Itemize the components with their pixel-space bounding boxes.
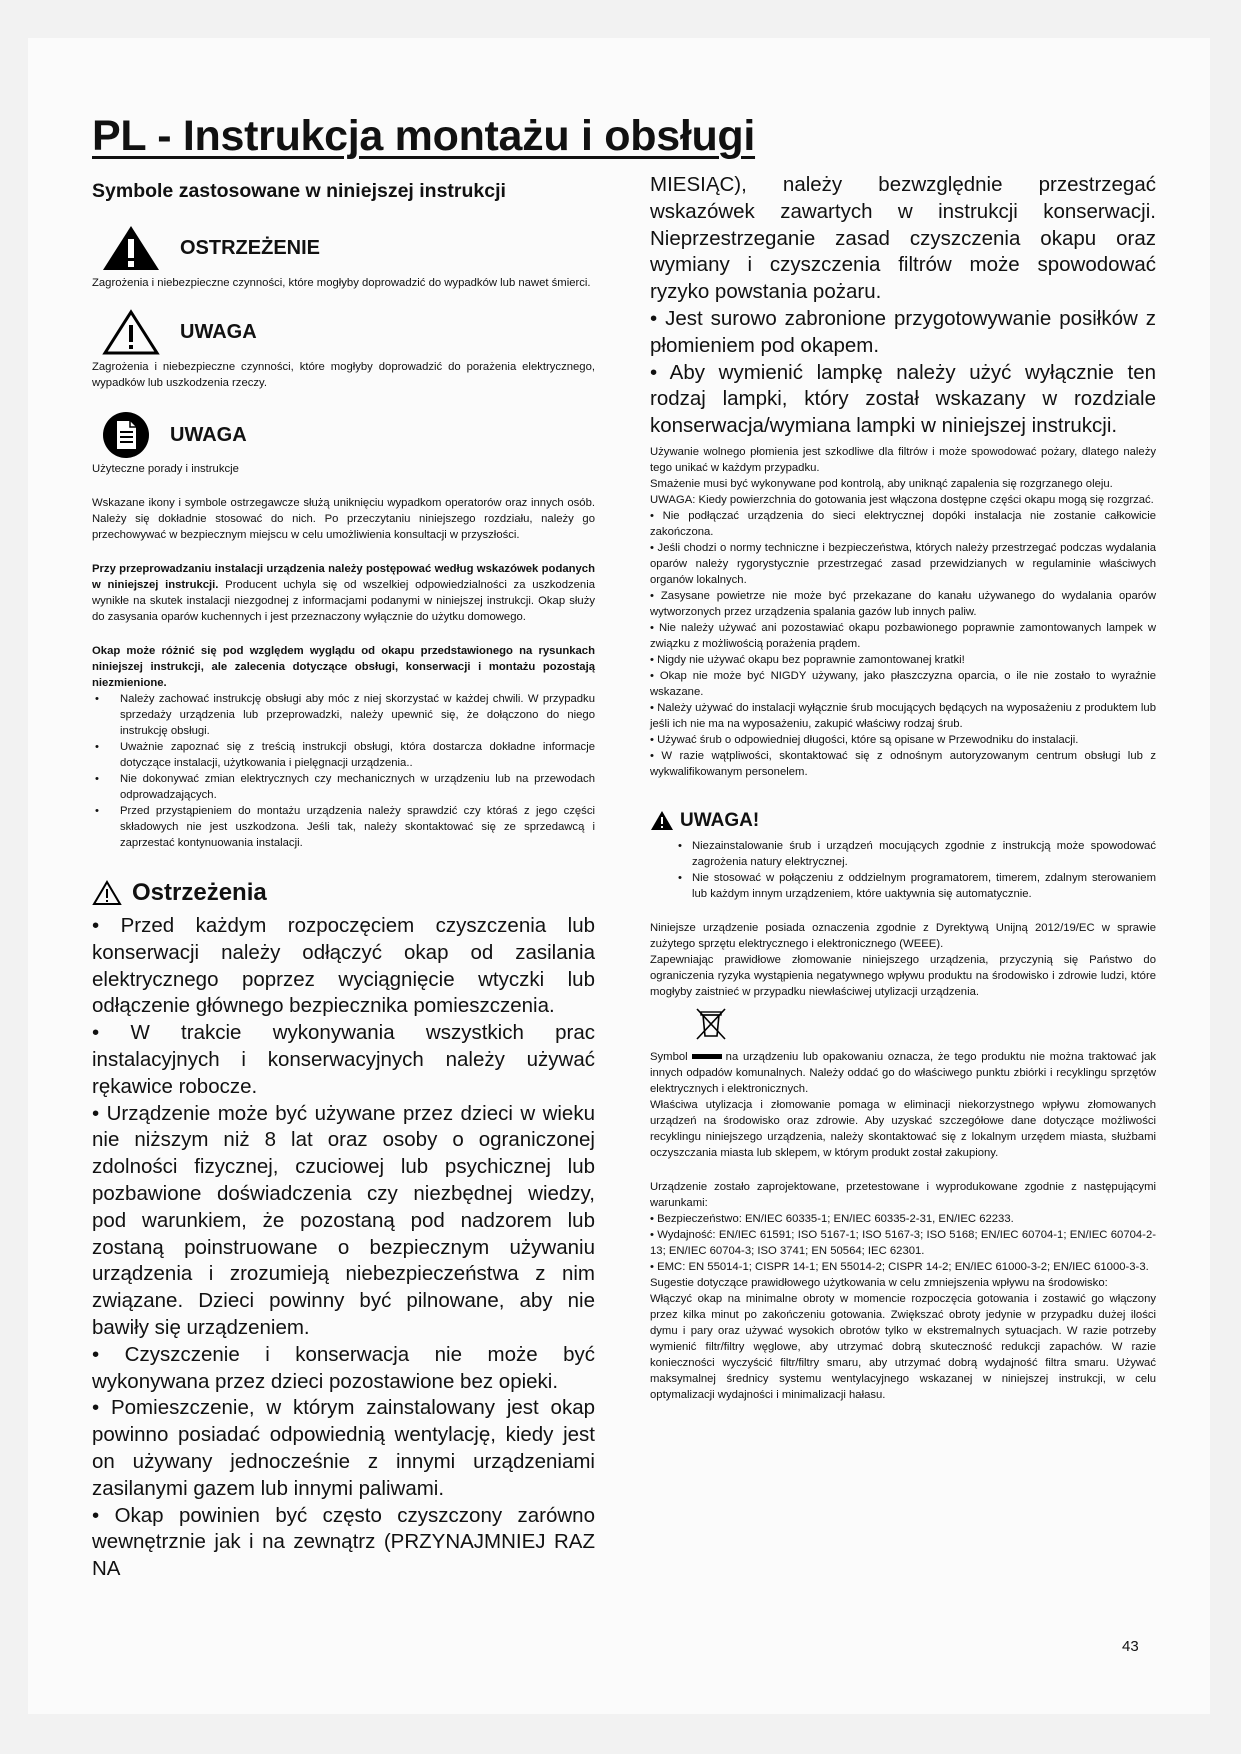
warning-item: • W trakcie wykonywania wszystkich prac instalacyjnych i konserwacyjnych należy używać rękawice robocze. <box>92 1021 595 1098</box>
weee-paragraph: Zapewniając prawidłowe złomowanie niniejszego urządzenia, przyczynią się Państwo do ograniczenia ryzyka wystąpienia negatywnego wpływu produktu na środowisko i zdrowie ludzi, które mogłyby zaistnieć w przypadku niewłaściwej utylizacji urządzenia. <box>650 953 1156 998</box>
standards-line: • Bezpieczeństwo: EN/IEC 60335-1; EN/IEC 60335-2-31, EN/IEC 62233. <box>650 1212 1014 1225</box>
warning-item: • Okap powinien być często czyszczony zarówno wewnętrznie jak i na zewnątrz (PRZYNAJMNIEJ RAZ NA <box>92 1503 595 1581</box>
safety-line: • Jeśli chodzi o normy techniczne i bezpieczeństwa, których należy przestrzegać podczas wydalania oparów należy rygorystycznie przestrzegać zasad przewidzianych w regulaminie właściwych organów lokalnych. <box>650 541 1156 586</box>
document-note-icon <box>102 411 150 459</box>
standards-line: • Wydajność: EN/IEC 61591; ISO 5167-1; ISO 5167-3; ISO 5168; EN/IEC 60704-1; EN/IEC 60704-2-13; EN/IEC 60704-3; ISO 3741; EN 50564; IEC 62301. <box>650 1228 1156 1257</box>
warning-item: • Urządzenie może być używane przez dzieci w wieku nie niższym niż 8 lat oraz osoby o ograniczonej zdolności fizycznej, czuciowej lub psychicznej lub pozbawione doświadczenia czy niezbędnej wiedzy, pod warunkiem, że pozostaną pod nadzorem lub zostaną poinstruowane o bezpiecznym używaniu urządzenia i zrozumieją niebezpieczeństwa z nim związane. Dzieci powinny być pilnowane, aby nie bawiły się urządzeniem. <box>92 1101 595 1339</box>
warning-item: • Czyszczenie i konserwacja nie może być wykonywana przez dzieci pozostawione bez opieki. <box>92 1342 595 1393</box>
left-column <box>92 178 595 1583</box>
caution-label: UWAGA <box>180 320 257 343</box>
black-bar-symbol <box>692 1054 722 1059</box>
standards-line: • EMC: EN 55014-1; CISPR 14-1; EN 55014-2; CISPR 14-2; EN/IEC 61000-3-2; EN/IEC 61000-3-3. <box>650 1260 1149 1273</box>
warning-triangle-icon <box>650 810 674 831</box>
install-paragraph <box>92 561 595 625</box>
note-symbol-row <box>102 411 595 459</box>
symbol-word: Symbol <box>650 1050 688 1063</box>
caution-triangle-icon <box>102 309 160 355</box>
note-label: UWAGA <box>170 423 247 446</box>
uwaga-heading-row <box>650 810 1156 832</box>
safety-line: • Używać śrub o odpowiedniej długości, które są opisane w Przewodniku do instalacji. <box>650 733 1079 746</box>
symbol-paragraph <box>650 1049 1156 1097</box>
install-bold: Przy przeprowadzaniu instalacji urządzenia należy postępować według wskazówek podanych w niniejszej instrukcji. <box>92 563 595 591</box>
intro-paragraph: Wskazane ikony i symbole ostrzegawcze służą uniknięciu wypadkom operatorów oraz innych osób. Należy się dokładnie stosować do nich. Po przeczytaniu niniejszego rozdziału, należy go przechowywać w bezpiecznym miejscu w celu umożliwienia konsultacji w przyszłości. <box>92 497 595 541</box>
list-item: • Należy zachować instrukcję obsługi aby móc z niej skorzystać w każdej chwili. W przypadku sprzedaży urządzenia lub przeprowadzki, należy upewnić się, że dołączono do niego instrukcję obsługi. <box>92 691 595 739</box>
list-item: • Niezainstalowanie śrub i urządzeń mocujących zgodnie z instrukcją może spowodować zagrożenia natury elektrycznej. <box>650 838 1156 870</box>
list-item: • Nie dokonywać zmian elektrycznych czy mechanicznych w urządzeniu lub na przewodach odprowadzających. <box>92 771 595 803</box>
standards-line: Urządzenie zostało zaprojektowane, przetestowane i wyprodukowane zgodnie z następującymi warunkami: <box>650 1180 1156 1209</box>
safety-line: • Nie należy używać ani pozostawiać okapu pozbawionego poprawnie zamontowanych lampek w związku z możliwością porażenia prądem. <box>650 621 1156 650</box>
standards-line: Sugestie dotyczące prawidłowego użytkowania w celu zmniejszenia wpływu na środowisko: <box>650 1276 1108 1289</box>
warning-label: OSTRZEŻENIE <box>180 236 321 259</box>
disposal-paragraph: Właściwa utylizacja i złomowanie pomaga w eliminacji niekorzystnego wpływu złomowanych urządzeń na środowisko oraz zdrowie. Aby uzyskać szczegółowe dane dotyczące możliwości recyklingu niniejszego urządzenia, należy skontaktować się z lokalnym urzędem miasta, służbami oczyszczania miasta lub sklepem, w którym produkt został zakupiony. <box>650 1098 1156 1159</box>
uwaga-heading: UWAGA! <box>680 809 760 831</box>
list-item: • Uważnie zapoznać się z treścią instrukcji obsługi, która dostarcza dokładne informacje dotyczące instalacji, użytkowania i pielęgnacji urządzenia.. <box>92 739 595 771</box>
standards-line: Włączyć okap na minimalne obroty w momencie rozpoczęcia gotowania i zostawić go włączony przez kilka minut po zakończeniu gotowania. Zwiększać obroty jedynie w przypadku dużej ilości dymu i pary oraz używać wysokich obrotów tylko w ekstremalnych sytuacjach. W razie potrzeby wymienić filtr/filtry węglowe, aby utrzymać dobrą skuteczność redukcji zapachów. W razie konieczności wyczyścić filtr/filtry smaru, aby utrzymać dobrą wydajność filtra smaru. Używać maksymalnej średnicy systemu wentylacyjnego wskazanej w niniejszej instrukcji, w celu optymalizacji wydajności i minimalizacji hałasu. <box>650 1292 1156 1401</box>
crossed-bin-icon <box>694 1006 1156 1045</box>
safety-line: • W razie wątpliwości, skontaktować się z odnośnym autoryzowanym centrum obsługi lub z wykwalifikowanym personelem. <box>650 749 1156 778</box>
safety-line: • Nigdy nie używać okapu bez poprawnie zamontowanej kratki! <box>650 653 965 666</box>
safety-line: Smażenie musi być wykonywane pod kontrolą, aby uniknąć zapalenia się rozgrzanego oleju. <box>650 477 1113 490</box>
safety-line: • Nie podłączać urządzenia do sieci elektrycznej dopóki instalacja nie zostanie całkowicie zakończona. <box>650 509 1156 538</box>
page-number: 43 <box>1122 1638 1139 1655</box>
symbol-text: na urządzeniu lub opakowaniu oznacza, że tego produktu nie można traktować jak innych odpadów komunalnych. Należy oddać go do właściwego punktu zbiórki i recyklingu sprzętów elektrycznych i elektronicznych. <box>650 1050 1156 1095</box>
note-text: Użyteczne porady i instrukcje <box>92 463 239 475</box>
warning-triangle-icon <box>102 225 160 271</box>
instruction-bullets <box>92 691 595 851</box>
weee-paragraph: Niniejsze urządzenie posiada oznaczenia zgodnie z Dyrektywą Unijną 2012/19/EC w sprawie zużytego sprzętu elektrycznego i elektronicznego (WEEE). <box>650 921 1156 950</box>
right-column <box>650 172 1156 1403</box>
safety-line: Używanie wolnego płomienia jest szkodliwe dla filtrów i może spowodować pożary, dlatego należy tego unikać w każdym przypadku. <box>650 445 1156 474</box>
symbols-heading: Symbole zastosowane w niniejszej instrukcji <box>92 180 506 202</box>
safety-line: UWAGA: Kiedy powierzchnia do gotowania jest włączona dostępne części okapu mogą się rozgrzać. <box>650 493 1154 506</box>
differ-paragraph: Okap może różnić się pod względem wyglądu od okapu przedstawionego na rysunkach niniejszej instrukcji, ale zalecenia dotyczące obsługi, konserwacji i montażu pozostają niezmienione. <box>92 645 595 689</box>
warning-item: • Przed każdym rozpoczęciem czyszczenia lub konserwacji należy odłączyć okap od zasilania elektrycznego poprzez wyciągnięcie wtyczki lub odłączenie głównego bezpiecznika pomieszczenia. <box>92 914 595 1018</box>
uwaga-bullets <box>650 838 1156 902</box>
warning-item: • Pomieszczenie, w którym zainstalowany jest okap powinno posiadać odpowiednią wentylację, kiedy jest on używany jednocześnie z innymi urządzeniami zasilanymi gazem lub innymi paliwami. <box>92 1396 595 1500</box>
safety-line: • Zasysane powietrze nie może być przekazane do kanału używanego do wydalania oparów wytworzonych przez urządzenia spalania gazów lub innych paliw. <box>650 589 1156 618</box>
warning-item: • Aby wymienić lampkę należy użyć wyłącznie ten rodzaj lampki, który został wskazany w rozdziale konserwacja/wymiana lampki w niniejszej instrukcji. <box>650 360 1156 438</box>
page-title: PL - Instrukcja montażu i obsługi <box>92 112 756 160</box>
warning-text: Zagrożenia i niebezpieczne czynności, które mogłyby doprowadzić do wypadków lub nawet śmierci. <box>92 277 591 289</box>
safety-line: • Należy używać do instalacji wyłącznie śrub mocujących będących na wyposażeniu z produktem lub jeśli ich nie ma na wyposażeniu, zakupić właściwy rodzaj śrub. <box>650 701 1156 730</box>
warnings-heading: Ostrzeżenia <box>132 879 267 906</box>
warnings-heading-row <box>92 879 595 907</box>
install-rest: Producent uchyla się od wszelkiej odpowiedzialności za uszkodzenia wynikłe na skutek instalacji niezgodnej z informacjami podanymi w niniejszej instrukcji. Okap służy do zasysania oparów kuchennych i jest przeznaczony wyłącznie do użytku domowego. <box>92 579 596 623</box>
safety-line: • Okap nie może być NIGDY używany, jako płaszczyzna oparcia, o ile nie zostało to wyraźnie wskazane. <box>650 669 1156 698</box>
warning-item: • Jest surowo zabronione przygotowywanie posiłków z płomieniem pod okapem. <box>650 306 1156 357</box>
caution-symbol-row <box>102 309 595 355</box>
continued-warning: MIESIĄC), należy bezwzględnie przestrzegać wskazówek zawartych w instrukcji konserwacji. Nieprzestrzeganie zasad czyszczenia okapu oraz wymiany i czyszczenia filtrów może spowodować ryzyko powstania pożaru. <box>650 173 1156 304</box>
caution-text: Zagrożenia i niebezpieczne czynności, które mogłyby doprowadzić do porażenia elektrycznego, wypadków lub uszkodzenia rzeczy. <box>92 361 595 389</box>
warning-symbol-row <box>102 225 595 271</box>
list-item: • Nie stosować w połączeniu z oddzielnym programatorem, timerem, zdalnym sterowaniem lub każdym innym urządzeniem, które uaktywnia się automatycznie. <box>650 870 1156 902</box>
caution-triangle-icon <box>92 880 122 906</box>
list-item: • Przed przystąpieniem do montażu urządzenia należy sprawdzić czy któraś z jego części składowych nie jest uszkodzona. Jeśli tak, należy skontaktować się ze sprzedawcą i zaprzestać kontynuowania instalacji. <box>92 803 595 851</box>
